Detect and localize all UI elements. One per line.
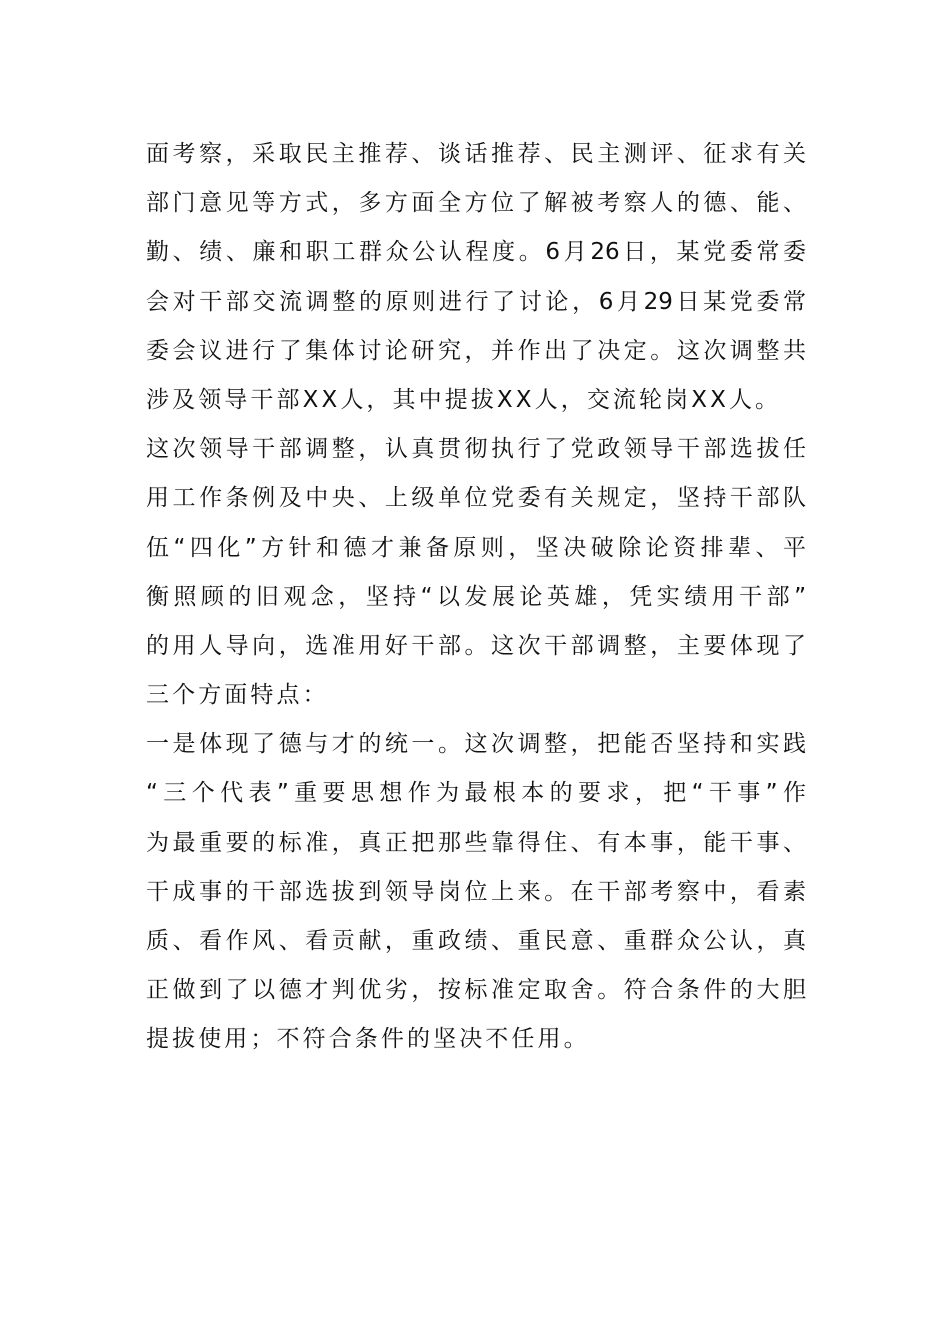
text-line: 面考察，采取民主推荐、谈话推荐、民主测评、征求有关	[146, 141, 806, 167]
text-line: 这次领导干部调整，认真贯彻执行了党政领导干部选拔任	[146, 436, 806, 463]
text-line: 提拔使用；不符合条件的坚决不任用。	[146, 1026, 590, 1053]
text-line: 部门意见等方式，多方面全方位了解被考察人的德、能、	[146, 190, 806, 217]
text-line: 正做到了以德才判优劣，按标准定取舍。符合条件的大胆	[146, 977, 806, 1004]
text-line: “三个代表”重要思想作为最根本的要求，把“干事”作	[146, 780, 806, 807]
text-line: 干成事的干部选拔到领导岗位上来。在干部考察中，看素	[146, 878, 806, 905]
text-line: 一是体现了德与才的统一。这次调整，把能否坚持和实践	[146, 731, 806, 758]
text-line: 伍“四化”方针和德才兼备原则，坚决破除论资排辈、平	[146, 534, 806, 561]
text-line: 涉及领导干部XX人，其中提拔XX人，交流轮岗XX人。	[146, 386, 782, 413]
text-line: 用工作条例及中央、上级单位党委有关规定，坚持干部队	[146, 485, 806, 512]
text-line: 衡照顾的旧观念，坚持“以发展论英雄，凭实绩用干部”	[146, 583, 806, 610]
text-line: 三个方面特点：	[146, 682, 329, 709]
text-line: 质、看作风、看贡献，重政绩、重民意、重群众公认，真	[146, 928, 806, 954]
text-line: 的用人导向，选准用好干部。这次干部调整，主要体现了	[146, 632, 806, 659]
text-line: 勤、绩、廉和职工群众公认程度。6月26日，某党委常委	[146, 239, 806, 266]
text-line: 为最重要的标准，真正把那些靠得住、有本事，能干事、	[146, 829, 806, 856]
text-line: 会对干部交流调整的原则进行了讨论，6月29日某党委常	[146, 288, 806, 315]
text-line: 委会议进行了集体讨论研究，并作出了决定。这次调整共	[146, 337, 806, 364]
body-text	[146, 130, 806, 1065]
